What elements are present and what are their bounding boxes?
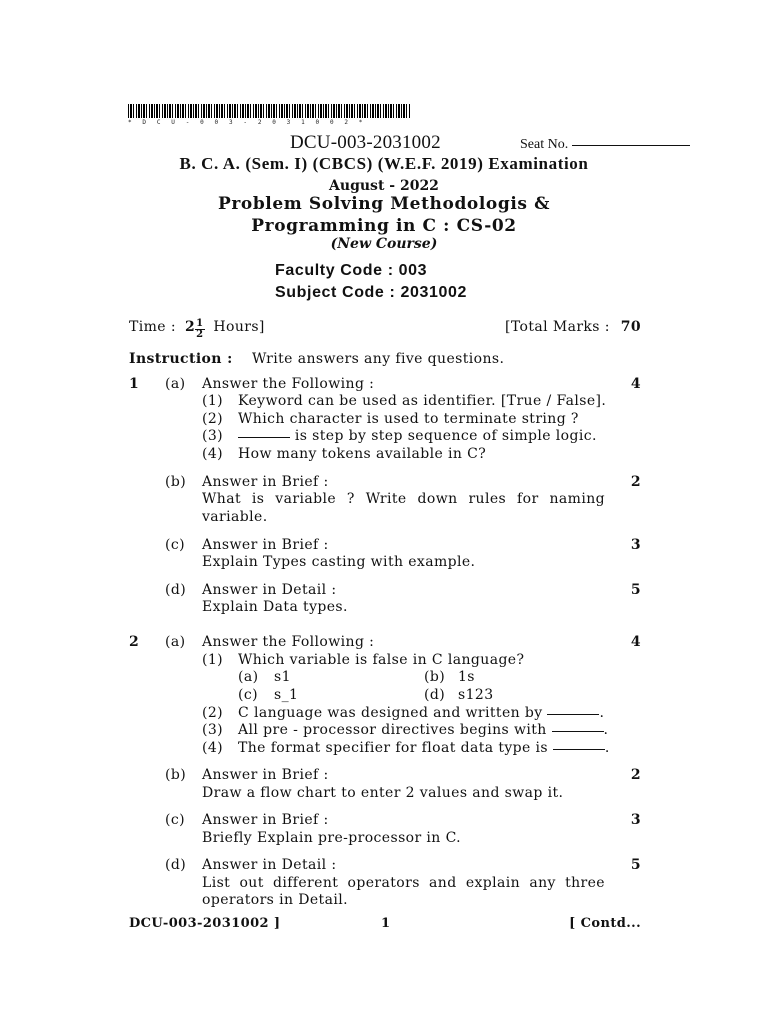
question-text: Explain Data types.	[202, 599, 348, 615]
item-text: The format specifier for float data type is .	[238, 740, 610, 756]
time-unit: Hours]	[213, 319, 265, 335]
q2b-text	[0, 785, 768, 803]
part-label: (d)	[165, 857, 187, 873]
seat-blank	[572, 144, 690, 146]
q2a-item	[0, 722, 768, 740]
part-label: (a)	[165, 634, 186, 650]
item-text-content: is step by step sequence of simple logic.	[294, 428, 597, 444]
item-text: All pre - processor directives begins with .	[238, 722, 609, 738]
time-whole: 2	[185, 319, 196, 335]
instruction-row	[0, 351, 768, 369]
time-label: Time :	[129, 319, 176, 335]
option-label: (b)	[424, 669, 446, 685]
q1d-row	[0, 582, 768, 600]
q2a-options-row	[0, 669, 768, 687]
part-label: (b)	[165, 767, 187, 783]
course-type: (New Course)	[330, 236, 438, 252]
footer-code: DCU-003-2031002 ]	[129, 916, 281, 931]
item-text-content: C language was designed and written by	[238, 705, 543, 721]
q2a-item	[0, 740, 768, 758]
seat-number	[520, 137, 690, 153]
q1b-row	[0, 474, 768, 492]
part-label: (a)	[165, 376, 186, 392]
q1b-text	[0, 509, 768, 527]
question-number: 2	[129, 634, 140, 650]
question-number: 1	[129, 376, 140, 392]
question-text: Draw a flow chart to enter 2 values and swap it.	[202, 785, 564, 801]
marks: 2	[630, 767, 641, 783]
subject-title-line2: Programming in C : CS-02	[251, 216, 517, 236]
part-title: Answer in Brief :	[202, 767, 329, 783]
faculty-code: Faculty Code : 003	[275, 262, 428, 279]
q2c-text	[0, 830, 768, 848]
item-number: (4)	[202, 446, 224, 462]
option-label: (d)	[424, 687, 446, 703]
item-number: (4)	[202, 740, 224, 756]
option-text: s_1	[274, 687, 299, 703]
option-text: s123	[458, 687, 494, 703]
q1a-item	[0, 428, 768, 446]
total-marks-value: 70	[620, 319, 641, 335]
part-title: Answer in Brief :	[202, 537, 329, 553]
continued-label: [ Contd...	[569, 916, 641, 931]
item-text: Which variable is false in C language?	[238, 652, 525, 668]
item-text	[238, 428, 597, 444]
q1a-row	[0, 376, 768, 394]
item-number: (3)	[202, 428, 224, 444]
q1a-item	[0, 446, 768, 464]
part-label: (d)	[165, 582, 187, 598]
seat-label: Seat No.	[520, 137, 569, 152]
fill-blank	[552, 730, 604, 732]
marks: 3	[630, 812, 641, 828]
q2d-text	[0, 875, 768, 893]
part-title: Answer in Detail :	[202, 857, 337, 873]
paper-code: DCU-003-2031002	[290, 132, 441, 153]
marks: 2	[630, 474, 641, 490]
part-label: (c)	[165, 537, 185, 553]
barcode-text: * D C U - 0 0 3 - 2 0 3 1 0 0 2 *	[128, 119, 367, 126]
total-marks-label: [Total Marks :	[505, 319, 610, 335]
option-label: (c)	[238, 687, 258, 703]
item-number: (1)	[202, 393, 224, 409]
page-footer	[0, 916, 768, 934]
q2c-row	[0, 812, 768, 830]
item-number: (3)	[202, 722, 224, 738]
part-title: Answer the Following :	[202, 376, 375, 392]
item-text: C language was designed and written by .	[238, 705, 605, 721]
q1a-item	[0, 411, 768, 429]
part-label: (b)	[165, 474, 187, 490]
q1d-text	[0, 599, 768, 617]
item-text-content: The format specifier for float data type is	[238, 740, 549, 756]
q2d-row	[0, 857, 768, 875]
item-number: (2)	[202, 705, 224, 721]
item-text: Which character is used to terminate string ?	[238, 411, 579, 427]
fill-blank	[547, 713, 599, 715]
item-number: (1)	[202, 652, 224, 668]
marks: 4	[630, 376, 641, 392]
marks: 5	[630, 857, 641, 873]
q2d-text	[0, 892, 768, 910]
part-title: Answer in Detail :	[202, 582, 337, 598]
item-text-content: All pre - processor directives begins with	[238, 722, 547, 738]
fill-blank	[553, 748, 605, 750]
fill-blank	[238, 436, 290, 438]
instruction-label: Instruction :	[129, 351, 233, 367]
barcode	[128, 104, 410, 126]
q2a-row	[0, 634, 768, 652]
page-number: 1	[381, 916, 391, 931]
marks: 4	[630, 634, 641, 650]
subject-code: Subject Code : 2031002	[275, 284, 467, 301]
exam-month: August - 2022	[329, 178, 439, 194]
subject-title-line1: Problem Solving Methodologis &	[217, 194, 551, 214]
q1b-text	[0, 491, 768, 509]
question-text: What is variable ? Write down rules for naming	[202, 491, 605, 507]
marks: 3	[630, 537, 641, 553]
marks: 5	[630, 582, 641, 598]
part-title: Answer in Brief :	[202, 474, 329, 490]
q1a-item	[0, 393, 768, 411]
q2a-options-row	[0, 687, 768, 705]
q2a-item	[0, 652, 768, 670]
q1c-row	[0, 537, 768, 555]
q1c-text	[0, 554, 768, 572]
question-text: operators in Detail.	[202, 892, 348, 908]
instruction-text: Write answers any five questions.	[252, 351, 505, 367]
question-text: Explain Types casting with example.	[202, 554, 476, 570]
part-title: Answer in Brief :	[202, 812, 329, 828]
time-fraction: $\frac{1}{2}$	[196, 318, 204, 340]
option-text: s1	[274, 669, 291, 685]
part-label: (c)	[165, 812, 185, 828]
time-marks-row	[0, 318, 768, 340]
option-text: 1s	[458, 669, 475, 685]
item-number: (2)	[202, 411, 224, 427]
item-text: Keyword can be used as identifier. [True / False].	[238, 393, 607, 409]
question-text: List out different operators and explain any three	[202, 875, 605, 891]
exam-title: B. C. A. (Sem. I) (CBCS) (W.E.F. 2019) Examination	[179, 154, 589, 173]
barcode-bars	[128, 104, 410, 118]
q2a-item	[0, 705, 768, 723]
item-text: How many tokens available in C?	[238, 446, 487, 462]
time-value	[185, 319, 265, 340]
option-label: (a)	[238, 669, 259, 685]
q2b-row	[0, 767, 768, 785]
part-title: Answer the Following :	[202, 634, 375, 650]
question-text: Briefly Explain pre-processor in C.	[202, 830, 462, 846]
question-text: variable.	[202, 509, 268, 525]
